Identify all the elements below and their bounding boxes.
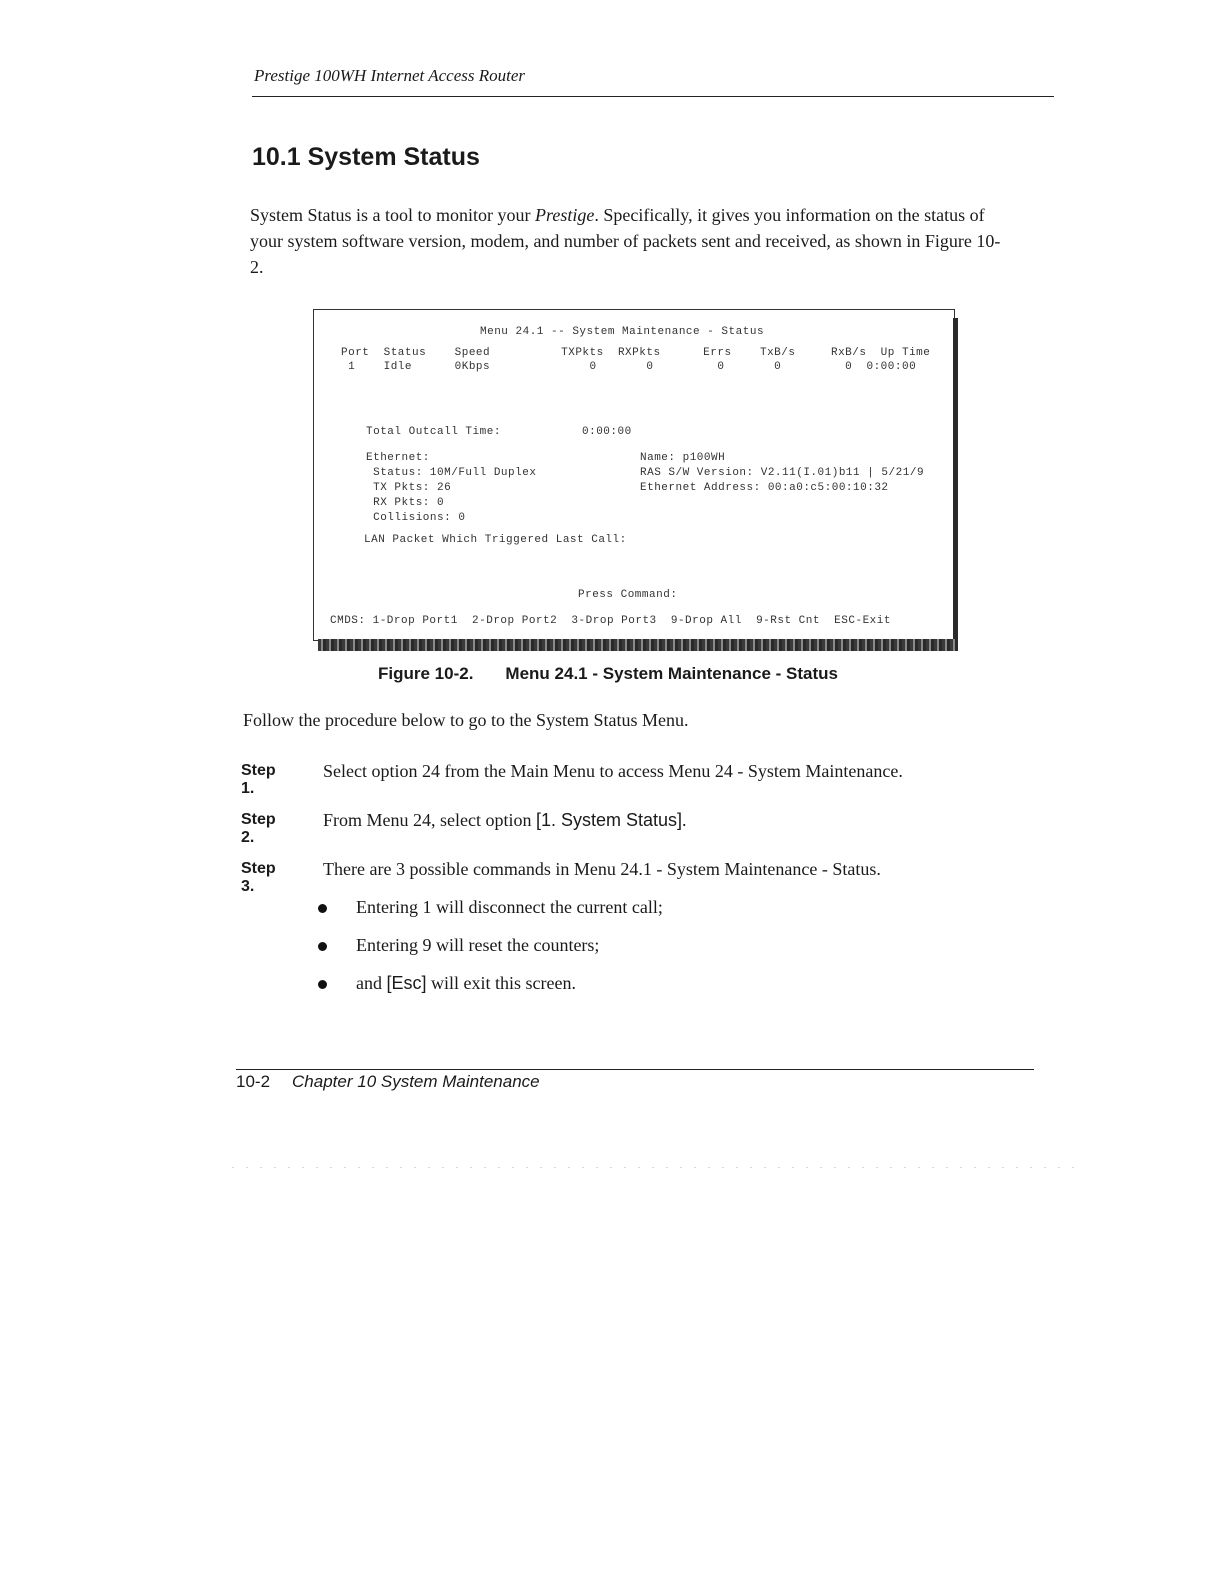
intro-paragraph	[250, 202, 1010, 280]
terminal-press-command: Press Command:	[578, 589, 678, 601]
terminal-ras-version: RAS S/W Version: V2.11(I.01)b11 | 5/21/9	[640, 467, 925, 479]
terminal-eth-rx: RX Pkts: 0	[366, 497, 445, 509]
screen-shadow-right	[953, 318, 958, 651]
terminal-menu-title: Menu 24.1 -- System Maintenance - Status	[480, 326, 765, 338]
bullet-text: Entering 1 will disconnect the current call;	[356, 897, 663, 917]
terminal-eth-collisions: Collisions: 0	[366, 512, 466, 524]
step-label: Step 1.	[241, 762, 276, 797]
step-option: [1. System Status]	[535, 810, 683, 830]
follow-text: Follow the procedure below to go to the System Status Menu.	[243, 710, 689, 730]
terminal-table-header: Port Status Speed TXPkts RXPkts Errs TxB/s RxB/s Up Time	[341, 347, 931, 359]
page-footer	[236, 1072, 540, 1092]
step-text-before: From Menu 24, select option	[323, 810, 536, 830]
terminal-total-outcall-label: Total Outcall Time:	[366, 426, 501, 438]
bullet-dot-icon	[318, 904, 327, 913]
footer-rule	[236, 1069, 1034, 1070]
terminal-table-row: 1 Idle 0Kbps 0 0 0 0 0 0:00:00	[341, 361, 917, 373]
intro-text-after: . Specifically, it gives you information on the status of your system software version, modem, and number of packets sent and received, as shown in Figure 10-2.	[250, 205, 1001, 277]
terminal-ethernet-label: Ethernet:	[366, 452, 430, 464]
footer-page-number: 10-2	[236, 1072, 271, 1091]
intro-text-before: System Status is a tool to monitor your	[250, 205, 536, 225]
terminal-cmds: CMDS: 1-Drop Port1 2-Drop Port2 3-Drop Port3 9-Drop All 9-Rst Cnt ESC-Exit	[330, 615, 891, 627]
running-header: Prestige 100WH Internet Access Router	[254, 66, 525, 85]
bullet-dot-icon	[318, 980, 327, 989]
terminal-total-outcall-value: 0:00:00	[582, 426, 632, 438]
figure-title: Menu 24.1 - System Maintenance - Status	[505, 664, 838, 683]
step-label: Step 2.	[241, 811, 276, 846]
screen-shadow-bottom	[318, 639, 958, 651]
bullet-text	[356, 973, 576, 994]
header-rule	[252, 96, 1054, 97]
terminal-name: Name: p100WH	[640, 452, 726, 464]
bullet-text-before: and	[356, 973, 387, 993]
terminal-lan-packet: LAN Packet Which Triggered Last Call:	[364, 534, 627, 546]
footer-chapter: Chapter 10 System Maintenance	[292, 1072, 540, 1091]
step-text-after: .	[682, 810, 687, 830]
intro-product-name: Prestige	[535, 205, 595, 225]
terminal-eth-status: Status: 10M/Full Duplex	[366, 467, 537, 479]
bullet-text-after: will exit this screen.	[426, 973, 576, 993]
step-label: Step 3.	[241, 860, 276, 895]
step-text: Select option 24 from the Main Menu to access Menu 24 - System Maintenance.	[323, 761, 903, 781]
bullet-dot-icon	[318, 942, 327, 951]
step-text: There are 3 possible commands in Menu 24.1 - System Maintenance - Status.	[323, 859, 881, 879]
section-title: 10.1 System Status	[252, 143, 480, 171]
bullet-key: [Esc]	[386, 973, 427, 993]
terminal-ethernet-address: Ethernet Address: 00:a0:c5:00:10:32	[640, 482, 889, 494]
terminal-screenshot	[313, 309, 955, 641]
scan-noise	[232, 1167, 1082, 1168]
bullet-text: Entering 9 will reset the counters;	[356, 935, 600, 955]
step-text	[323, 810, 687, 831]
terminal-eth-tx: TX Pkts: 26	[366, 482, 452, 494]
figure-label: Figure 10-2.	[378, 664, 474, 683]
figure-caption	[378, 664, 838, 684]
